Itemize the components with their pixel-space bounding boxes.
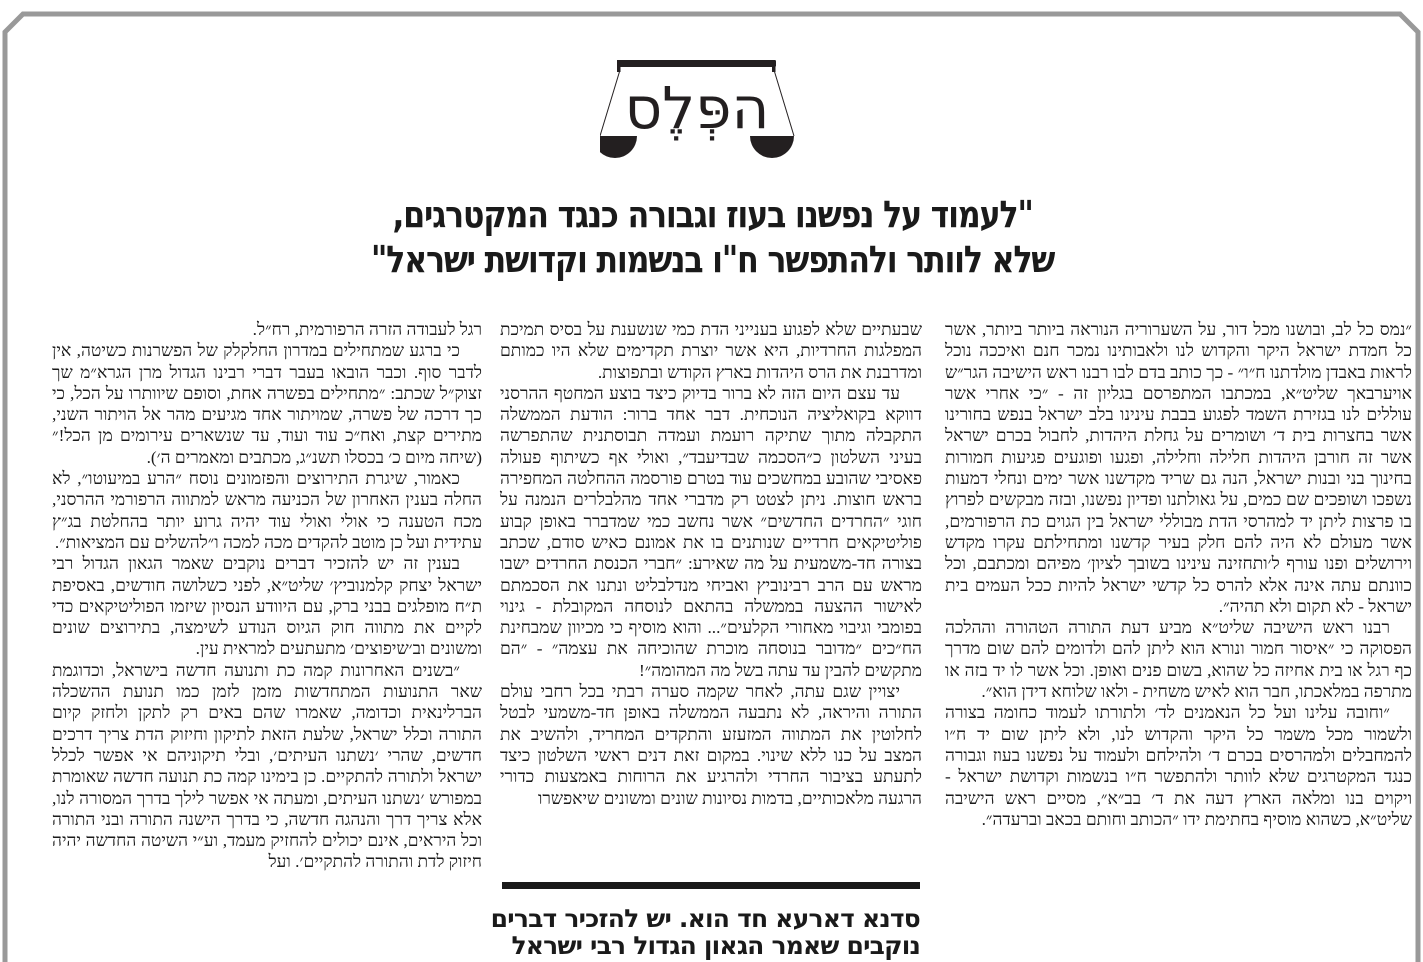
- paragraph: רגל לעבודה הזרה הרפורמית, רח״ל.: [252, 320, 482, 339]
- article-column-middle: [500, 319, 922, 809]
- headline-line-2: שלא לוותר ולהתפשר ח"ו בנשמות וקדושת ישראל": [370, 238, 1055, 281]
- headline-line-1: "לעמוד על נפשנו בעוז וגבורה כנגד המקטרגים,: [392, 193, 1033, 236]
- paragraph: כי ברגע שמתחילים במדרון החלקלק של הפשרנות כשיטה, אין לדבר סוף. וכבר הובאו בעבר דברי רבינו הגדול מרן הגרא״מ שך זצוק״ל שכתב: ״מתחילים בפשרה אחת, וסופם שיוותרו על הכל, כי כך דרכה של פשרה, שמויתור אחד מגיעים מהר אל הויתור השני, מתירים קצת, ואח״כ עוד ועוד, עד שנשארים עירומים מן הכל!״ (שיחה מיום כ׳ בכסלו תשנ״ג, מכתבים ומאמרים ה׳).: [52, 341, 482, 467]
- paragraph: ״נמס כל לב, ובושנו מכל דור, על השערוריה הנוראה ביותר ביותר, אשר כל חמדת ישראל היקר והקדוש לנו ולאבותינו נמכר חנם ואיככה נוכל לראות באבדן מולדתנו ח״ו״ - כך כותב בדם לבו רבנו ראש הישיבה הגר״ש אויערבאך שליט״א, במכתבו המתפרסם בגליון זה - ״כי אחרי אשר עוללים לנו בגזירת השמד לפגוע בבבת עינינו בלב ישראל בנפש בחורינו אשר בחצרות בית ד׳ ושומרים על גחלת היהדות, לחבול בכרם ישראל אשר זה חורבן היהדות חלילה וחלילה, ופגעו ופוגעים פגיעות חמורות בחינוך בני ובנות ישראל, הנה גם שריד מקדשנו אשר ימים ונחלי דמעות נשפכו ושופכים שם כמים, על גאולתנו ופדיון נפשנו, ובזה מבקשים לפרוץ בו פרצות ליתן יד למהרסי הדת מבוללי ישראל בין הגוים כת הרפורמים, אשר מעולם לא היה להם חלק בעיר קדשנו ומתחילתם עקרו מקדש וירושלים ופנו עורף ל׳ותחזינה עינינו בשובך לציון׳ מפיהם ומכתבם, וכל כוונתם עתה אינה אלא להרס כל קדשי ישראל להיות ככל העמים בית ישראל - לא תקום ולא תהיה״.: [945, 320, 1412, 616]
- pull-quote-line-1: סדנא דארעא חד הוא. יש להזכיר דברים: [490, 904, 920, 933]
- paragraph: שבעתיים שלא לפגוע בענייני הדת כמי שנשענת על בסיס תמיכת המפלגות החרדיות, היא אשר יוצרת תקדימים שלא היו כמותם ומדרבנת את הרס היהדות בארץ הקודש ובתפוצות.: [500, 320, 922, 382]
- paragraph: רבנו ראש הישיבה שליט״א מביע דעת התורה הטהורה וההלכה הפסוקה כי ״איסור חמור ונורא הוא ליתן להם ולדומים להם שום מדרך כף רגל או בית אחיזה כל שהוא, בשום פנים ואופן. וכל אשר לו יד בזה או מתרפה במלאכתו, חבר הוא לאיש משחית - ולאו שלוחא דידן הוא״.: [945, 618, 1412, 702]
- logo-title: הפְּלֶס: [624, 74, 770, 142]
- pull-quote-rule: [502, 882, 920, 889]
- pull-quote: [490, 904, 920, 960]
- article-column-left: [52, 319, 482, 873]
- paragraph: יצויין שגם עתה, לאחר שקמה סערה רבתי בכל רחבי עולם התורה והיראה, לא נתבעה הממשלה באופן חד-משמעי לבטל לחלוטין את המתווה המזעזע והתקדים המחריד, ולהשיב את המצב על כנו ללא שינוי. במקום זאת דנים ראשי השלטון כיצד לתעתע בציבור החרדי ולהרגיע את הרוחות באמצעות כדורי הרגעה מלאכותיים, בדמות נסיונות שונים ומשונים שיאפשרו: [500, 682, 922, 808]
- paragraph: ״בשנים האחרונות קמה כת ותנועה חדשה בישראל, וכדוגמת שאר התנועות המתחדשות מזמן לזמן כמו תנועת ההשכלה הברלינאית וכדומה, שאמרו שהם באים רק לתקן ולחזק קיום התורה וכלל ישראל, שלעת הזאת לתיקון וחיזוק הדת צריך דרכים חדשים, שהרי ׳נשתנו העיתים׳, ובלי תיקוניהם אי אפשר לכלל ישראל ולתורה להתקיים. כן בימינו קמה כת תנועה חדשה שאומרת במפורש ׳נשתנו העיתים, ומעתה אי אפשר לילך בדרך המסורה לנו, אלא צריך דרך והנהגה חדשה, כי בדרך הישנה התורה ובני התורה וכל היראים, אינם יכולים להחזיק מעמד, וע״י השיטה החדשה יהיה חיזוק לדת והתורה להתקיים׳. ועל: [52, 660, 482, 872]
- balance-scale-icon: [600, 48, 846, 158]
- pull-quote-line-2: נוקבים שאמר הגאון הגדול רבי ישראל: [511, 931, 920, 960]
- paragraph: כאמור, שיגרת התירוצים והפזמונים נוסח ״הרע במיעוטו״, לא החלה בענין האחרון של הכניעה מראש למתווה הרפורמי ההרסני, מכח הטענה כי אולי ואולי עוד יהיה גרוע יותר בהחלטת בג״ץ עתידית ועל כן מוטב להקדים מכה למכה ו״להשלים עם המציאות״.: [52, 469, 482, 552]
- article-column-right: [945, 319, 1412, 830]
- section-logo: [600, 48, 846, 158]
- article-headline: [315, 192, 1111, 282]
- paragraph: ״וחובה עלינו ועל כל הנאמנים לד׳ ולתורתו לעמוד כחומה בצורה ולשמור מכל משמר כל היקר והקדוש לנו, ולא ליתן שום יד ח״ו להמחבלים ולמהרסים בכרם ד׳ ולהילחם ולעמוד על נפשנו בעוז וגבורה כנגד המקטרגים שלא לוותר ולהתפשר ח״ו בנשמות וקדושת ישראל - ויקוים בנו ומלאה הארץ דעה את ד׳ בב״א״, מסיים ראש הישיבה שליט״א, כשהוא מוסיף בחתימת ידו ״הכותב וחותם בכאב וברעדה״.: [945, 703, 1412, 829]
- paragraph: עד עצם היום הזה לא ברור בדיוק כיצד בוצע המחטף ההרסני דווקא בקואליציה הנוכחית. דבר אחד ברור: הודעת הממשלה התקבלה מתוך שתיקה רועמת ועמדה תבוסתנית שהתפרשה בעיני השלטון כ״הסכמה שבדיעבד״, ואולי אף כשיתוף פעולה פאסיבי שהובע במחשכים עוד בטרם פורסמה ההחלטה המחפירה בראש חוצות. ניתן לצטט רק מדברי אחד מהלבלרים הנמנה על חוגי ״החרדים החדשים״ אשר נחשב כמי שמדברר באופן קבוע פוליטיקאים חרדיים שנותנים בו את אמונם כאיש סודם, שכתב בצורה חד-משמעית על מה שאירע: ״חברי הכנסת החרדים ישבו מראש עם הרב רבינוביץ ואביחי מנדלבליט ונתנו את הסכמתם לאישור ההצעה בממשלה בהתאם לנוסחה המקובלת - גינוי בפומבי וגיבוי מאחורי הקלעים״... והוא מוסיף כי מכיוון שמבחינת הח״כים ״מדובר בנוסחה מוכרת שהוכיחה את עצמה״ - ״הם מתקשים להבין עד עתה בשל מה המהומה״!: [500, 383, 922, 680]
- paragraph: בענין זה יש להזכיר דברים נוקבים שאמר הגאון הגדול רבי ישראל יצחק קלמנוביץ׳ שליט״א, לפני כשלושה חודשים, באסיפת ת״ח מופלגים בבני ברק, עם היוודע הנסיון שיזמו הפוליטיקאים כדי לקיים את מתווה חוק הגיוס הנודע לשימצה, בתירוצים שונים ומשונים וב׳שיפוצים׳ מתעתעים למראית עין.: [52, 554, 482, 659]
